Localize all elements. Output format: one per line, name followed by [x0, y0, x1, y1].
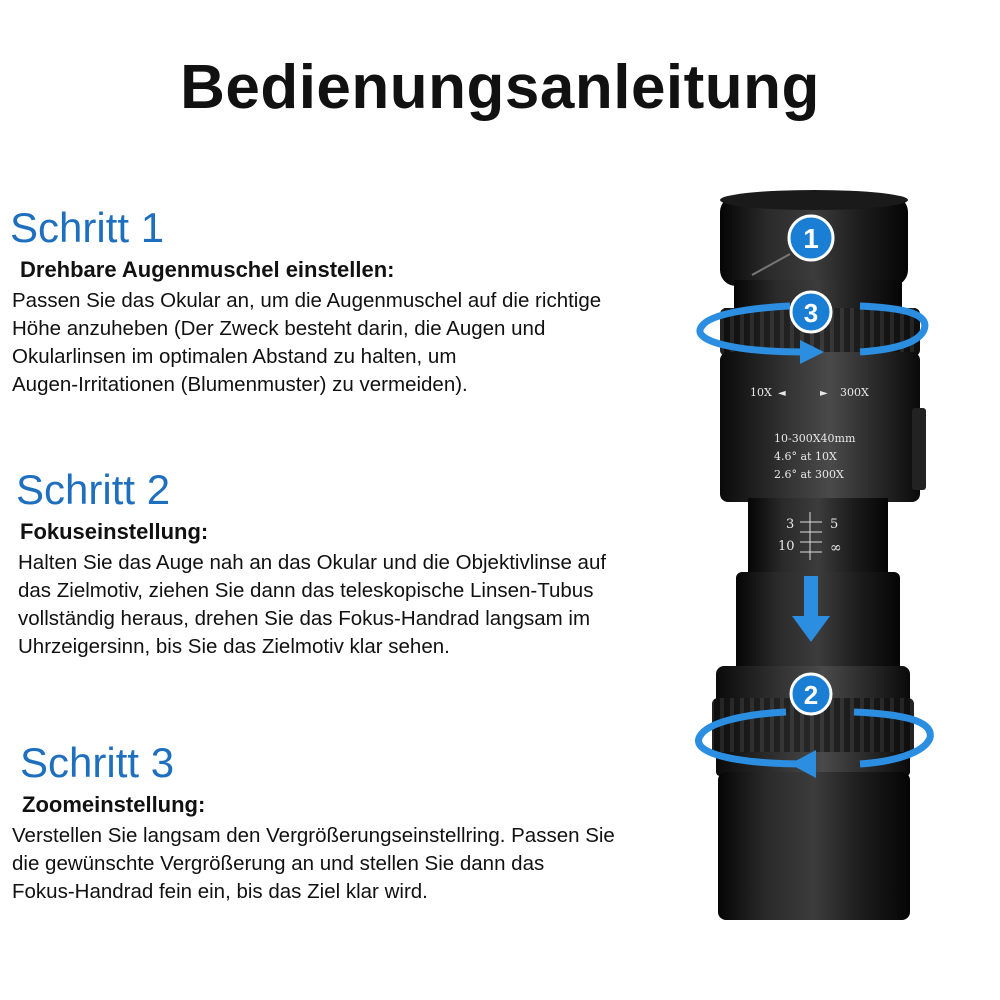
- step-1-line: Okularlinsen im optimalen Abstand zu halten, um: [12, 345, 457, 368]
- marker-number: 3: [803, 298, 819, 328]
- step-1-section: [0, 205, 720, 399]
- focus-scale-label: 10: [778, 539, 795, 554]
- marker-number: 1: [803, 223, 819, 254]
- focus-scale-label: ∞: [830, 540, 842, 556]
- spec-line: 10-300X40mm: [774, 432, 856, 445]
- step-marker-3: [791, 292, 831, 332]
- step-3-heading: Schritt 3: [20, 739, 175, 786]
- page-title: Bedienungsanleitung: [180, 53, 820, 122]
- step-2-line: vollständig heraus, drehen Sie das Fokus-Handrad langsam im: [18, 607, 591, 630]
- step-marker-1: [789, 216, 833, 260]
- step-1-line: Augen-Irritationen (Blumenmuster) zu vermeiden).: [12, 373, 468, 396]
- step-1-line: Höhe anzuheben (Der Zweck besteht darin, die Augen und: [12, 317, 546, 340]
- step-1-subtitle: Drehbare Augenmuschel einstellen:: [20, 257, 395, 282]
- main-body: [720, 352, 926, 502]
- step-2-heading: Schritt 2: [16, 466, 171, 513]
- step-2-subtitle: Fokuseinstellung:: [20, 519, 209, 544]
- objective-tube: [718, 772, 910, 920]
- zoom-max-label: 300X: [840, 386, 869, 399]
- zoom-direction-right-icon: ►: [820, 388, 828, 399]
- monocular-illustration: [690, 180, 950, 930]
- step-3-description: [12, 822, 720, 906]
- focus-scale: [748, 498, 888, 576]
- step-1-line: Passen Sie das Okular an, um die Augenmuschel auf die richtige: [12, 289, 602, 312]
- spec-line: 4.6° at 10X: [774, 450, 837, 463]
- step-3-line: die gewünschte Vergrößerung an und stellen Sie dann das: [12, 852, 545, 875]
- step-1-heading: Schritt 1: [10, 204, 165, 251]
- step-2-line: das Zielmotiv, ziehen Sie dann das teleskopische Linsen-Tubus: [18, 579, 594, 602]
- step-marker-2: [791, 674, 831, 714]
- focus-scale-label: 3: [786, 517, 795, 532]
- step-2-section: [0, 467, 720, 661]
- step-3-section: [0, 740, 720, 906]
- marker-number: 2: [803, 680, 819, 710]
- step-3-line: Fokus-Handrad fein ein, bis das Ziel klar wird.: [12, 880, 428, 903]
- focus-scale-label: 5: [830, 517, 839, 532]
- spec-line: 2.6° at 300X: [774, 468, 844, 481]
- step-1-description: [12, 287, 720, 399]
- step-2-description: [18, 549, 720, 661]
- step-3-line: Verstellen Sie langsam den Vergrößerungseinstellring. Passen Sie: [12, 824, 615, 847]
- zoom-min-label: 10X: [750, 386, 772, 399]
- step-2-line: Uhrzeigersinn, bis Sie das Zielmotiv klar sehen.: [18, 635, 450, 658]
- step-3-subtitle: Zoomeinstellung:: [22, 792, 206, 817]
- step-2-line: Halten Sie das Auge nah an das Okular und die Objektivlinse auf: [18, 551, 607, 574]
- zoom-direction-left-icon: ◄: [778, 388, 786, 399]
